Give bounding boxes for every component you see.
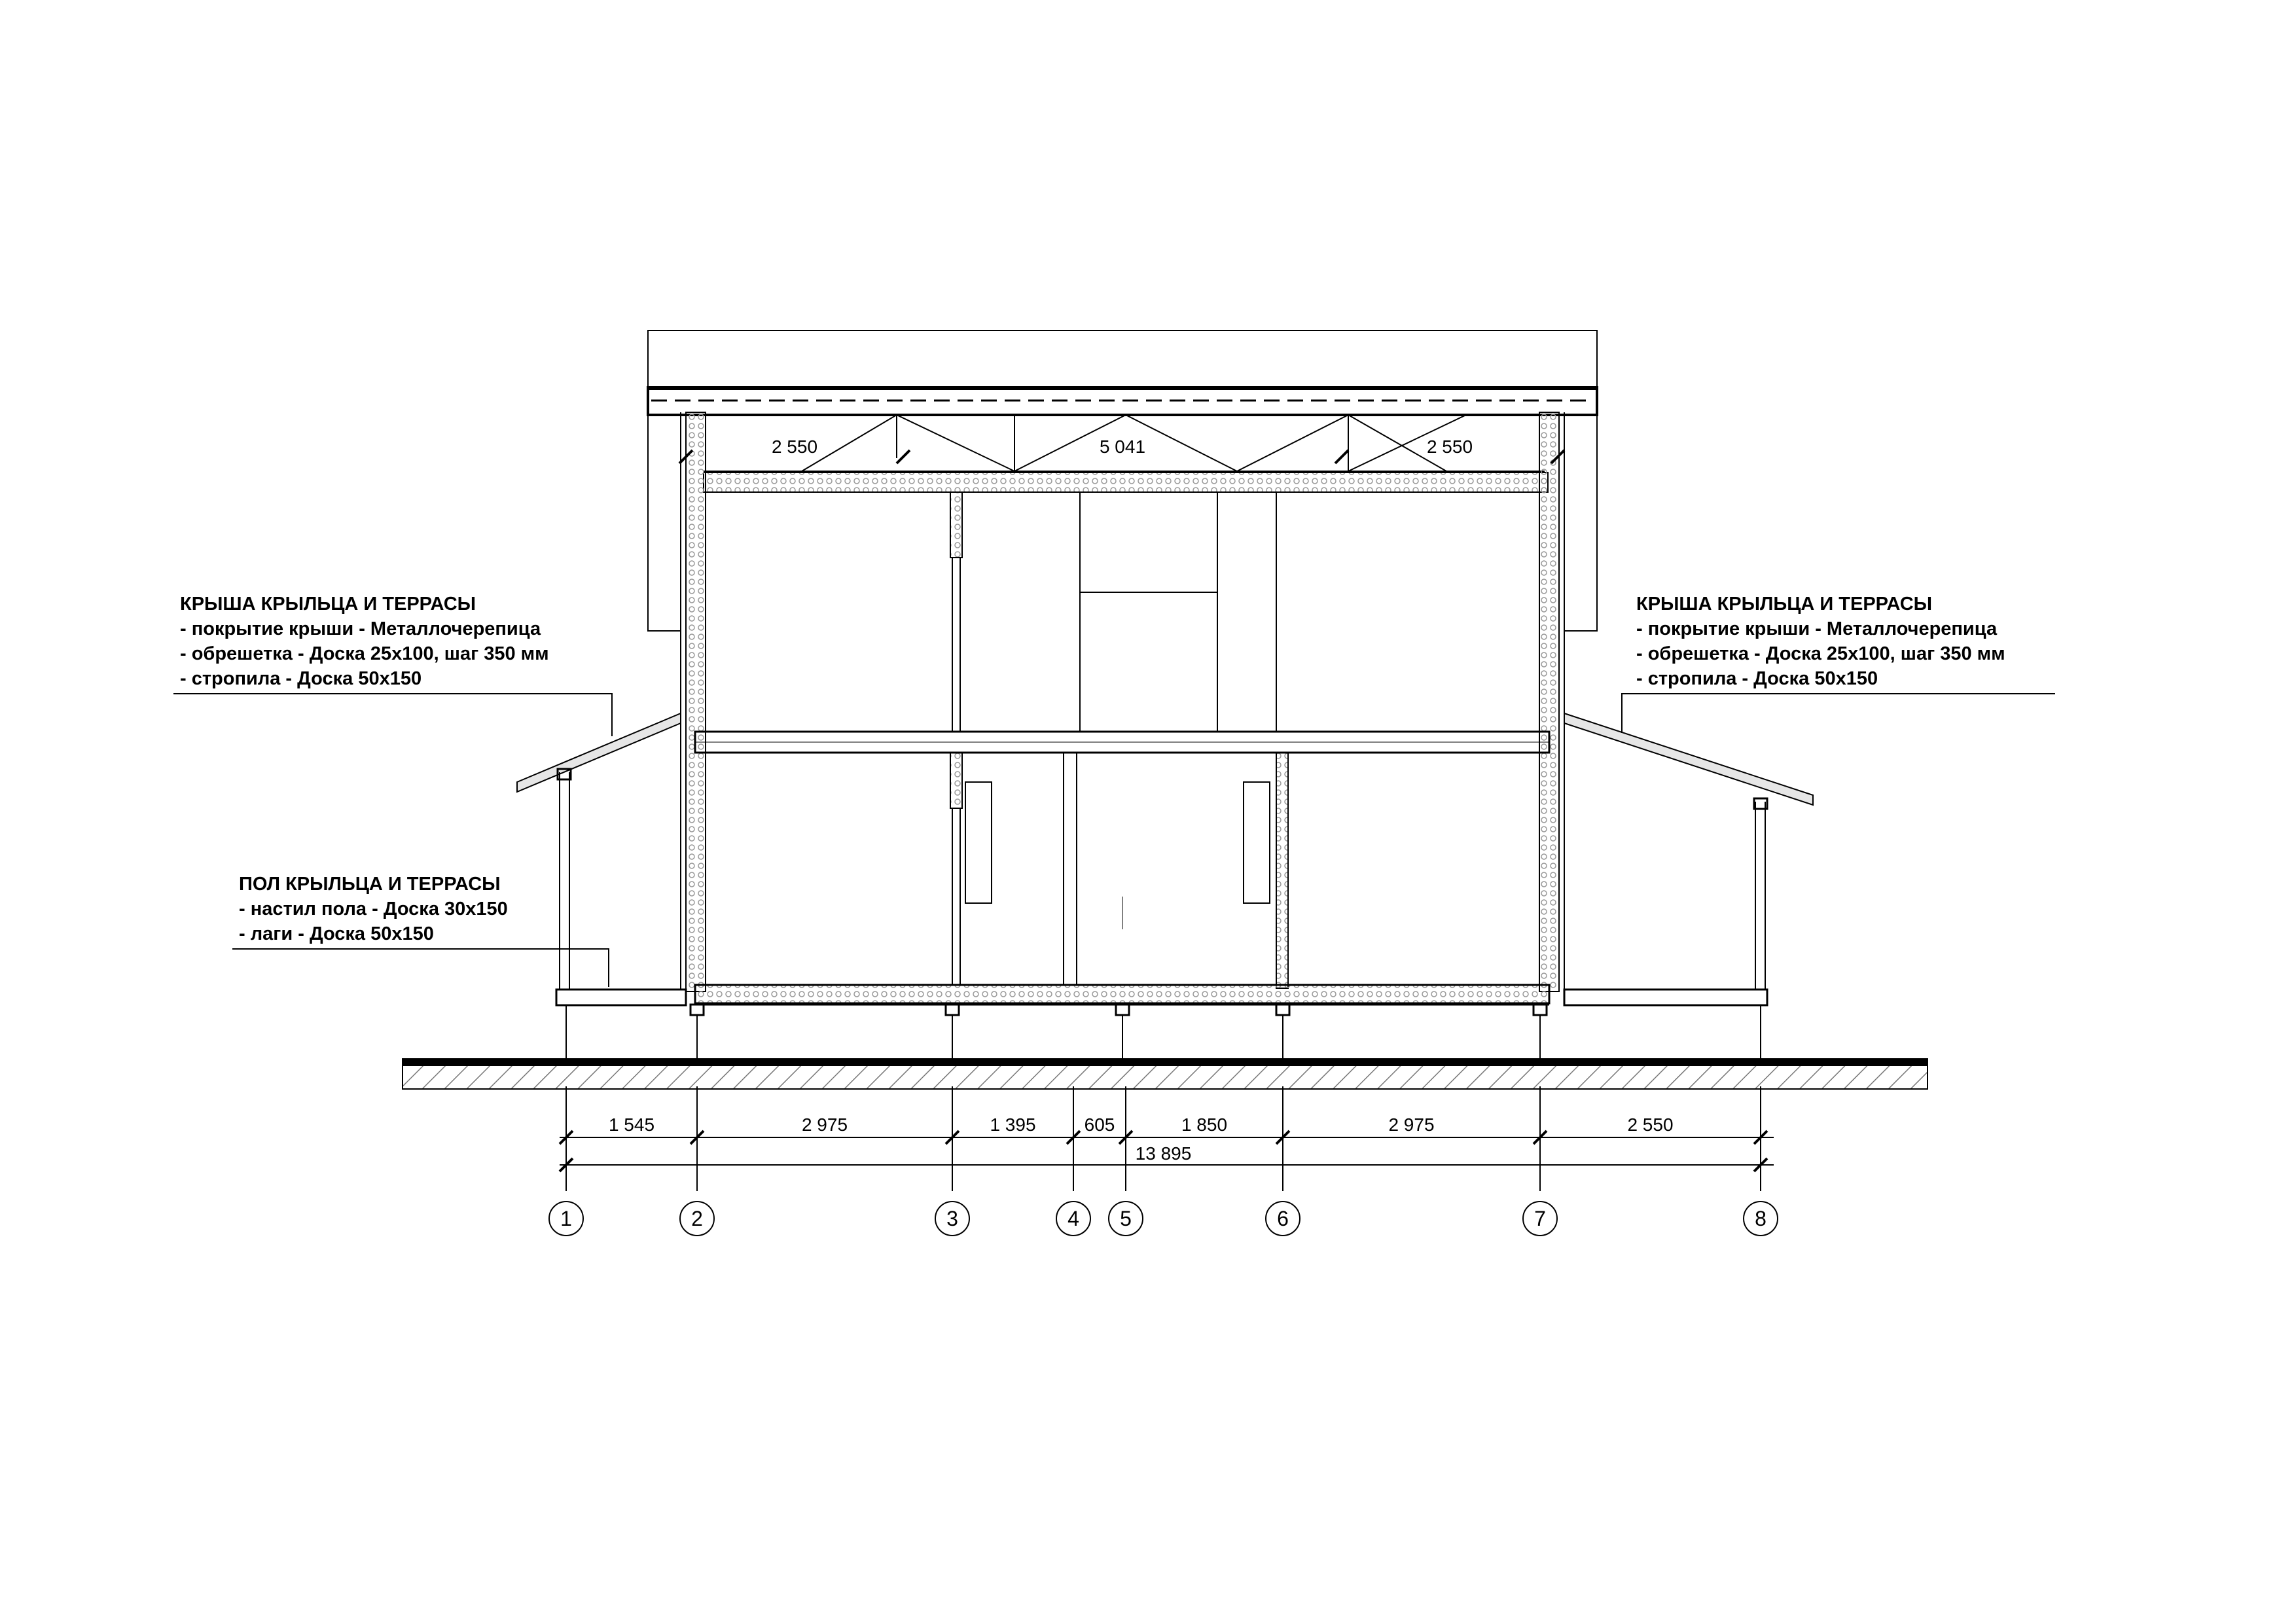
note-roof-right-title: КРЫША КРЫЛЬЦА И ТЕРРАСЫ [1636,594,1933,615]
note-floor-left-line-1: - настил пола - Доска 30х150 [239,899,508,919]
terrace-right [1564,713,1813,1005]
gable-right [1564,415,1597,631]
note-roof-left-title: КРЫША КРЫЛЬЦА И ТЕРРАСЫ [180,594,476,615]
dimension-label: 2 975 [801,1115,848,1135]
note-roof-right-line-2: - обрешетка - Доска 25х100, шаг 350 мм [1636,643,2005,664]
door-right [1244,782,1270,903]
dimension-label: 1 395 [990,1115,1036,1135]
truss-dimensions [679,437,1564,463]
axis-label: 7 [1534,1207,1546,1230]
dimension-label: 2 975 [1388,1115,1435,1135]
note-roof-right [1636,592,2005,691]
truss-dimension-tick [897,450,910,463]
truss-dimension-label: 5 041 [1099,437,1146,457]
note-roof-left-line-2: - обрешетка - Доска 25х100, шаг 350 мм [180,643,549,664]
axis-label: 2 [691,1207,703,1230]
bottom-dimensions [609,1115,1674,1164]
ground-hatch [403,1065,1928,1089]
attic-slab [704,473,1548,492]
note-floor-left-title: ПОЛ КРЫЛЬЦА И ТЕРРАСЫ [239,874,501,895]
dimension-label: 1 545 [608,1115,655,1135]
truss-dimension-label: 2 550 [771,437,818,457]
leader-roof-right [1622,694,2055,733]
axis-markers [549,1202,1778,1236]
dimension-label: 2 550 [1627,1115,1674,1135]
leader-roof-left [173,694,612,736]
note-floor-left [239,872,508,946]
gable-left [648,415,681,631]
note-roof-left-line-3: - стропила - Доска 50х150 [180,668,422,689]
roof-outline [648,330,1597,389]
dimension-label: 605 [1084,1115,1115,1135]
interior-wall-c [1276,753,1288,988]
wall-left [686,412,706,991]
axis-label: 5 [1120,1207,1132,1230]
ground-line [403,1059,1928,1065]
axis-label: 3 [946,1207,958,1230]
note-roof-right-line-1: - покрытие крыши - Металлочерепица [1636,618,1998,639]
leader-floor-left [232,949,609,987]
truss-dimension-tick [1335,450,1348,463]
note-roof-left [180,592,549,691]
note-roof-right-line-3: - стропила - Доска 50х150 [1636,668,1878,689]
total-dimension-label: 13 895 [1135,1143,1192,1164]
floor-slab-1 [695,985,1549,1003]
note-floor-left-line-2: - лаги - Доска 50х150 [239,923,434,944]
note-roof-left-line-1: - покрытие крыши - Металлочерепица [180,618,541,639]
wall-right [1539,412,1559,991]
door-left [965,782,992,903]
axis-label: 8 [1755,1207,1767,1230]
interior-wall-b [950,753,962,808]
axis-label: 4 [1067,1207,1079,1230]
axis-label: 1 [560,1207,572,1230]
truss-dimension-label: 2 550 [1426,437,1473,457]
dimension-label: 1 850 [1181,1115,1228,1135]
interior-wall-a [950,492,962,558]
dimension-lines [560,1086,1774,1191]
axis-label: 6 [1277,1207,1289,1230]
terrace-left [517,713,686,1005]
